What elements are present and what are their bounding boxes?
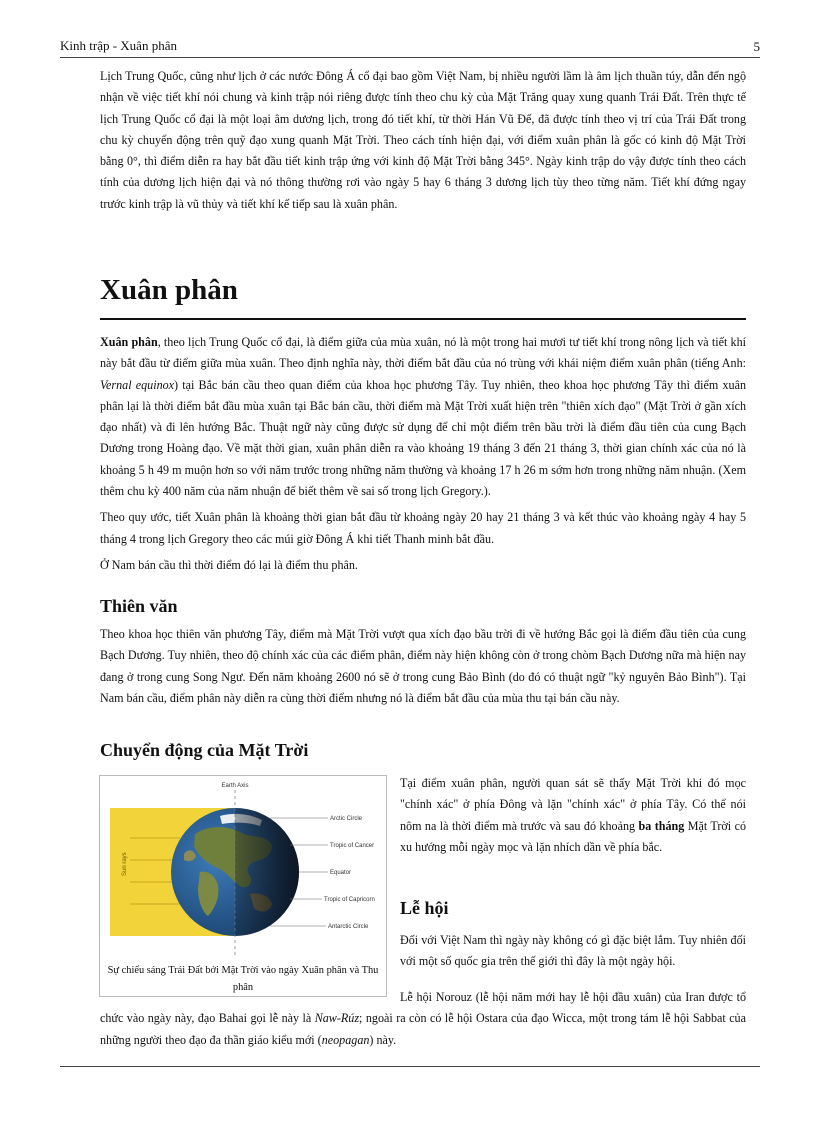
footer-rule (60, 1066, 760, 1067)
page-number: 5 (753, 39, 760, 54)
label-tropic-cancer: Tropic of Cancer (330, 843, 375, 849)
thien-van-paragraph: Theo khoa học thiên văn phương Tây, điểm mà Mặt Trời vượt qua xích đạo bầu trời đi về hướng Bắc gọi là điểm đầu tiên của cung Bạch Dương. Tuy nhiên, theo độ chính xác của các điểm phân, điểm này hiện không còn ở trong chòm Bạch Dương nữa mà hiện nay đang ở trong cung Song Ngư. Đến năm khoảng 2600 nó sẽ ở trong cung Bảo Bình (do đó có thuật ngữ "kỷ nguyên Bảo Bình"). Tại Nam bán cầu, điểm phân này diễn ra cùng thời điểm nhưng nó là điểm bắt đầu của mùa thu tại bán cầu này. (100, 627, 746, 705)
heading-rule (100, 318, 746, 320)
le-hoi-section-2 (100, 987, 746, 1051)
label-tropic-capricorn: Tropic of Capricorn (324, 897, 375, 903)
text-span: ; ngoài ra còn có lễ hội Ostara của đạo Wicca, một trong tám lễ hội Sabbat của những người theo đạo đa thần giáo kiểu mới ( (100, 1011, 746, 1047)
chuyen-dong-paragraph (400, 773, 746, 858)
label-earth-axis: Earth Axis (221, 783, 249, 789)
chuyen-dong-section (400, 773, 746, 858)
intro-section (100, 66, 746, 215)
xuan-phan-paragraph-2: Theo quy ước, tiết Xuân phân là khoảng thời gian bắt đầu từ khoảng ngày 20 hay 21 tháng 3 và kết thúc vào khoảng ngày 4 hay 5 tháng 4 trong lịch Gregory theo các múi giờ Đông Á khi tiết Thanh minh bắt đầu. (100, 510, 746, 546)
text-span: Tại điểm xuân phân, người quan sát sẽ thấy Mặt Trời khi đó mọc "chính xác" ở phía Đông và lặn "chính xác" ở phía Tây. Có thể nói nôm na là thời điểm mà trước và sau đó khoảng (400, 776, 746, 833)
earth-illumination-figure (99, 775, 387, 997)
xuan-phan-paragraph-1 (100, 332, 746, 502)
text-span: Lễ hội Norouz (lễ hội năm mới hay lễ hội đầu xuân) của Iran được tổ chức vào ngày này, đạo Bahai gọi lễ này là (100, 990, 746, 1026)
earth-illumination-diagram (100, 776, 388, 962)
le-hoi-paragraph-1: Đối với Việt Nam thì ngày này không có gì đặc biệt lắm. Tuy nhiên đối với một số quốc gia trên thế giới thì đây là một ngày hội. (400, 933, 746, 969)
subheading-chuyen-dong: Chuyển động của Mặt Trời (100, 740, 309, 760)
text-span: Mặt Trời có xu hướng mỗi ngày mọc và lặn nhích dần về phía bắc. (400, 818, 746, 854)
le-hoi-section (400, 930, 746, 973)
figure-caption: Sự chiếu sáng Trái Đất bởi Mặt Trời vào ngày Xuân phân và Thu phân (107, 965, 379, 993)
xuan-phan-paragraph-3: Ở Nam bán cầu thì thời điểm đó lại là điểm thu phân. (100, 557, 358, 572)
term-bold: Xuân phân (100, 335, 158, 349)
label-antarctic-circle: Antarctic Circle (328, 924, 369, 930)
subheading-le-hoi: Lễ hội (400, 898, 449, 918)
page-header (60, 38, 760, 58)
xuan-phan-section (100, 332, 746, 581)
label-sun-rays: Sun rays (122, 852, 128, 876)
text-span: ) tại Bắc bán cầu theo quan điểm của khoa học phương Tây. Tuy nhiên, theo khoa học phương Tây thì điểm xuân phân lại là thời điểm bắt đầu mùa xuân tại Bắc bán cầu, thời điểm mà Mặt Trời xuất hiện trên "thiên xích đạo" (Mặt Trời ở gần xích đạo nhất) và đi lên hướng Bắc. Thuật ngữ này cũng được sử dụng để chỉ một điểm trên bầu trời là điểm đầu tiên của cung Bạch Dương trong Hoàng đạo. Về mặt thời gian, xuân phân diễn ra vào khoảng 19 tháng 3 đến 21 tháng 3, thời gian chính xác của nó là khoảng 5 h 49 m muộn hơn so với năm trước trong những năm thường và khoảng 17 h 26 m sớm hơn trong những năm nhuận. (Xem thêm chu kỳ 400 năm của năm nhuận để biết thêm về sai số trong lịch Gregory.). (100, 377, 746, 499)
label-equator: Equator (330, 870, 352, 876)
intro-paragraph: Lịch Trung Quốc, cũng như lịch ở các nước Đông Á cổ đại bao gồm Việt Nam, bị nhiều người lầm là âm lịch thuần túy, dẫn đến ngộ nhận về việc tiết khí nói chung và kinh trập nói riêng được tính theo chu kỳ của Mặt Trăng quay xung quanh Trái Đất. Trên thực tế lịch Trung Quốc cổ đại là một loại âm dương lịch, trong đó tiết khí, từ thời Hán Vũ Đế, đã được tính theo vị trí của Trái Đất trong chu kỳ chuyển động trên quỹ đạo xung quanh Mặt Trời. Theo cách tính hiện đại, với điểm xuân phân là gốc có kinh độ Mặt Trời bằng 0°, thì điểm diễn ra hay bắt đầu tiết kinh trập ứng với kinh độ Mặt Trời bằng 345°. Ngày kinh trập do vậy được tính theo cách tính của dương lịch hiện đại và nó thông thường rơi vào ngày 5 hay 6 tháng 3 dương lịch tùy theo từng năm. Tiết khí đứng ngay trước kinh trập là vũ thủy và tiết khí kế tiếp sau là xuân phân. (100, 69, 746, 211)
thien-van-section (100, 624, 746, 709)
term-italic: neopagan (321, 1032, 370, 1047)
subheading-thien-van: Thiên văn (100, 596, 178, 616)
bold-span: ba tháng (638, 818, 685, 833)
label-arctic-circle: Arctic Circle (330, 816, 363, 822)
term-italic: Naw-Rúz (314, 1011, 360, 1026)
term-italic: Vernal equinox (100, 377, 175, 392)
text-span: , theo lịch Trung Quốc cổ đại, là điểm giữa của mùa xuân, nó là một trong hai mươi tư tiết khí trong nông lịch và tiết khí này bắt đầu từ điểm giữa mùa xuân. Theo định nghĩa này, thời điểm bắt đầu của nó trùng với khái niệm điểm xuân phân (tiếng Anh: (100, 335, 746, 371)
text-span: ) này. (369, 1032, 397, 1047)
le-hoi-paragraph-2 (100, 987, 746, 1051)
night-side (235, 806, 301, 938)
section-heading-xuan-phan: Xuân phân (100, 274, 238, 306)
running-title: Kinh trập - Xuân phân (60, 38, 177, 53)
